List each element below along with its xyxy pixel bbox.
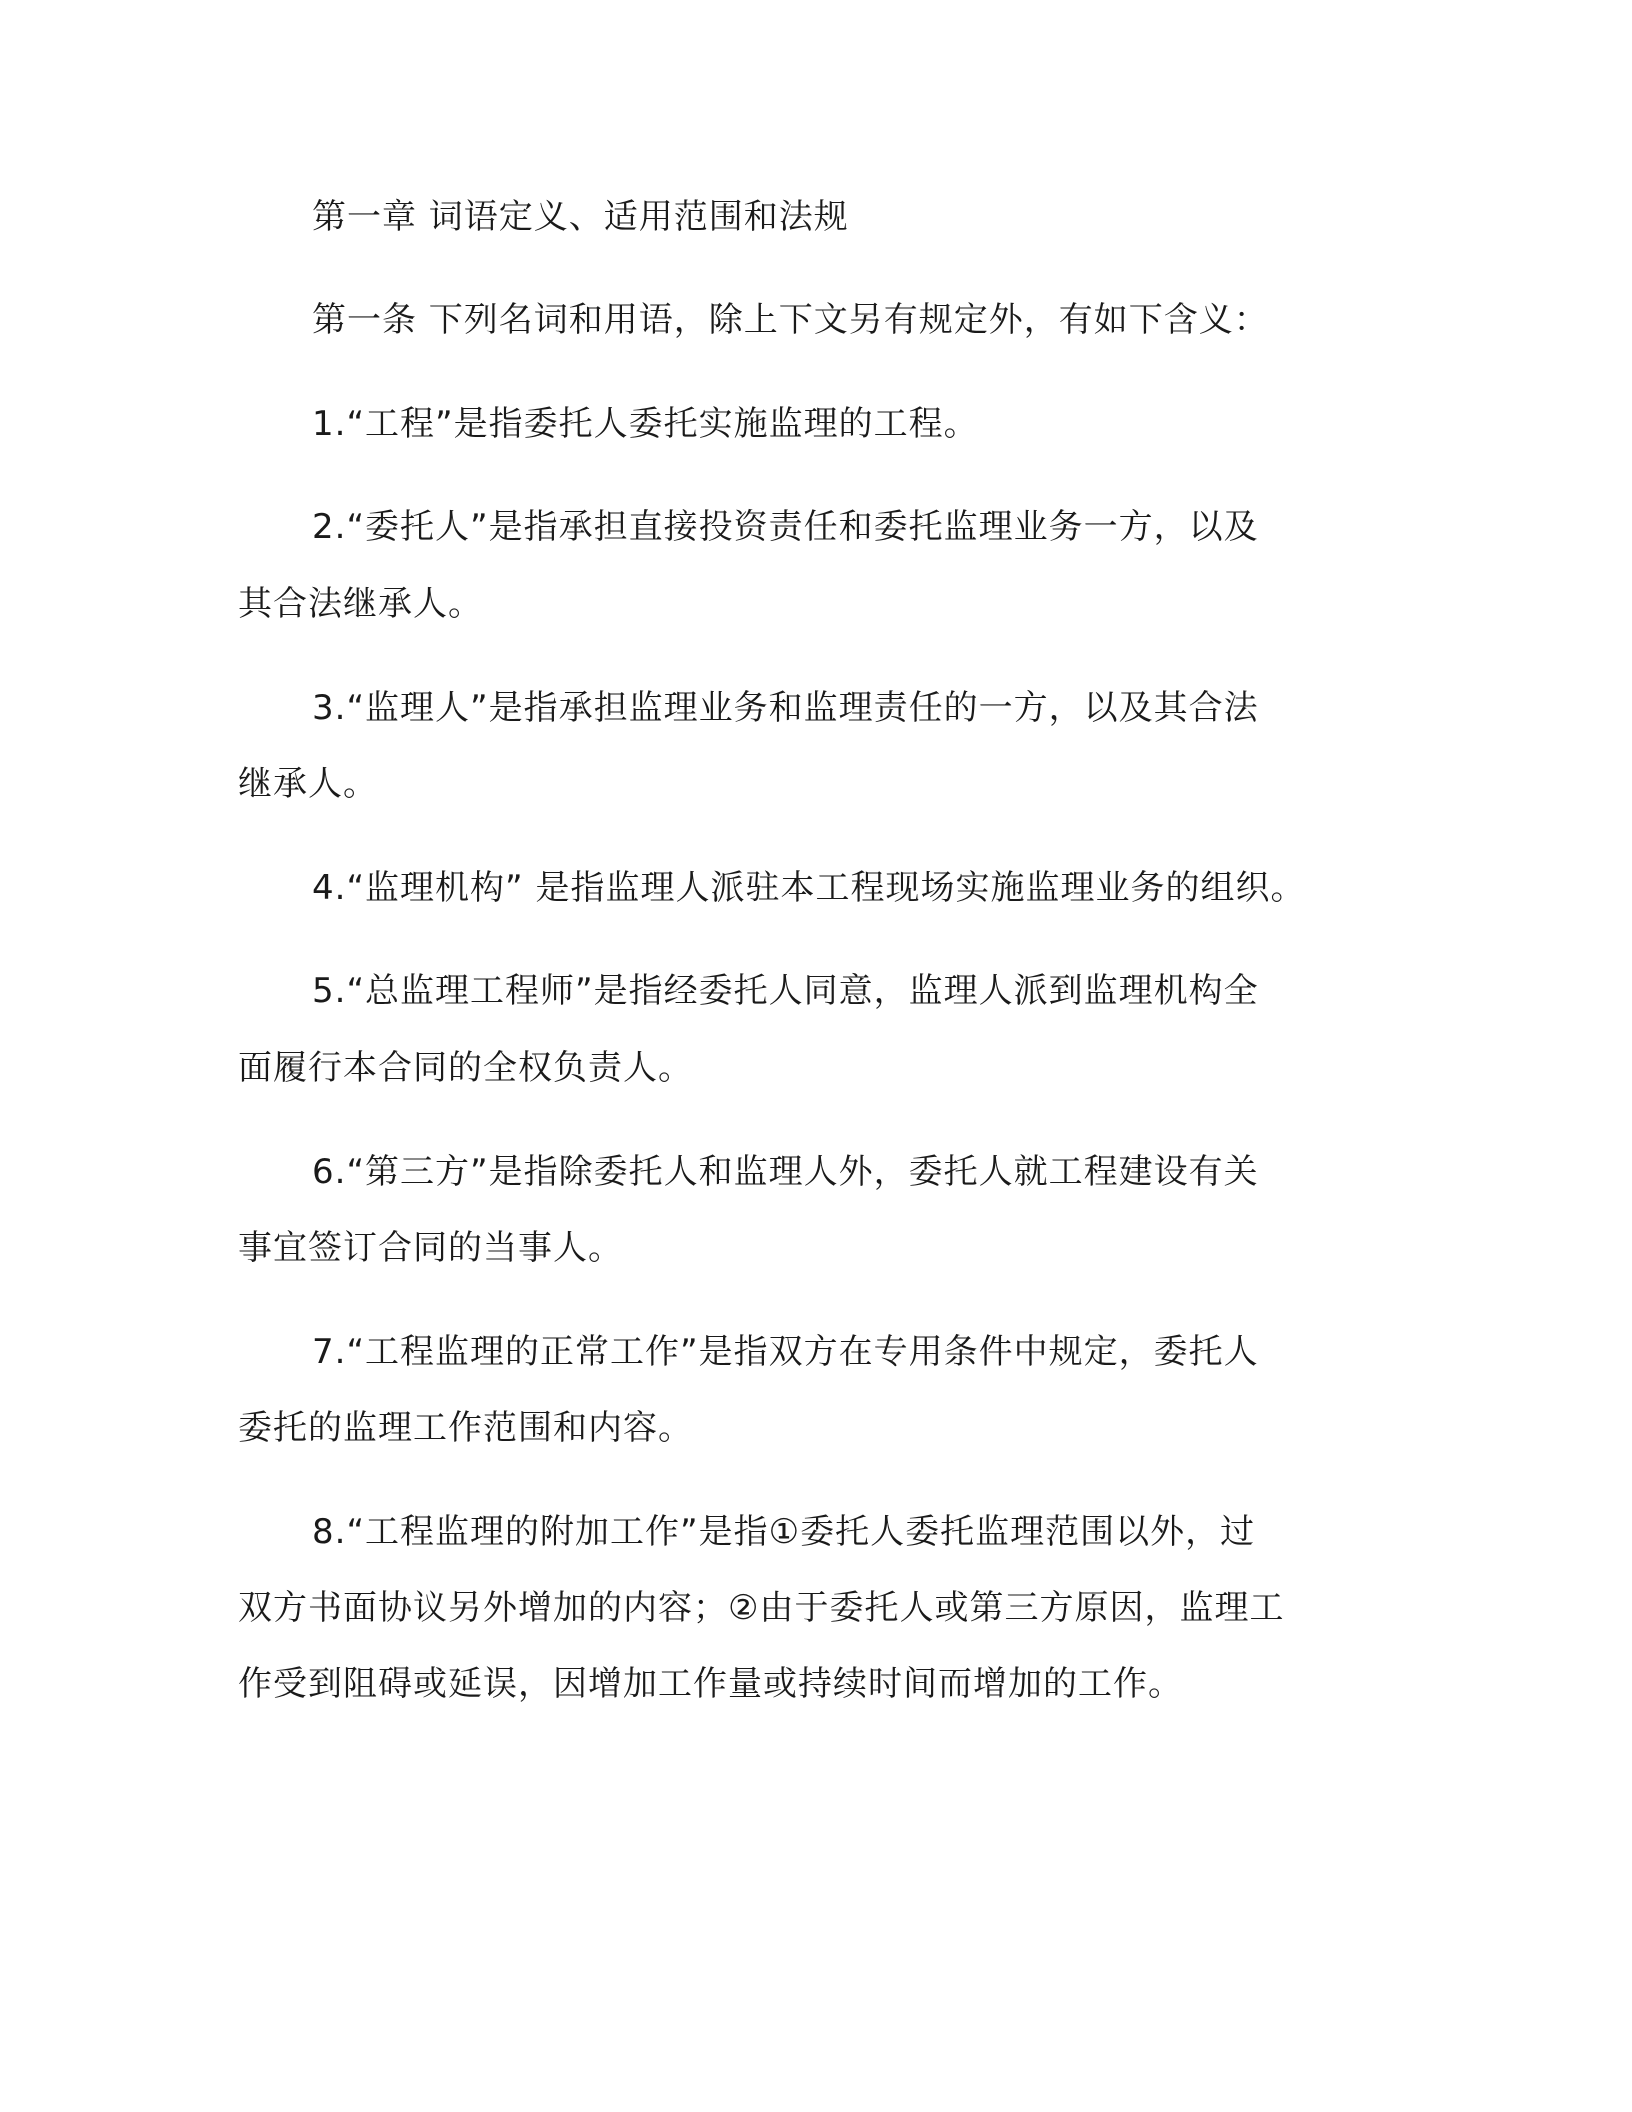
definition-5-line-2: 面履行本合同的全权负责人。 xyxy=(238,1048,693,1088)
definition-5-line-1: 5.“总监理工程师”是指经委托人同意，监理人派到监理机构全 xyxy=(312,971,1259,1011)
chapter-title: 第一章 词语定义、适用范围和法规 xyxy=(312,197,849,237)
definition-2-line-2: 其合法继承人。 xyxy=(238,584,483,624)
definition-1-line-1: 1.“工程”是指委托人委托实施监理的工程。 xyxy=(312,404,979,444)
definition-6-line-2: 事宜签订合同的当事人。 xyxy=(238,1228,623,1268)
definition-6-line-1: 6.“第三方”是指除委托人和监理人外，委托人就工程建设有关 xyxy=(312,1152,1259,1192)
article-1-intro: 第一条 下列名词和用语，除上下文另有规定外，有如下含义： xyxy=(312,300,1269,340)
definition-7-line-1: 7.“工程监理的正常工作”是指双方在专用条件中规定，委托人 xyxy=(312,1332,1259,1372)
definition-8-line-3: 作受到阻碍或延误，因增加工作量或持续时间而增加的工作。 xyxy=(238,1664,1183,1704)
definition-7-line-2: 委托的监理工作范围和内容。 xyxy=(238,1408,693,1448)
definition-8-line-2: 双方书面协议另外增加的内容；②由于委托人或第三方原因，监理工 xyxy=(238,1588,1285,1628)
definition-8-line-1: 8.“工程监理的附加工作”是指①委托人委托监理范围以外，过 xyxy=(312,1512,1256,1552)
definition-3-line-1: 3.“监理人”是指承担监理业务和监理责任的一方，以及其合法 xyxy=(312,688,1259,728)
definition-4-line-1: 4.“监理机构” 是指监理人派驻本工程现场实施监理业务的组织。 xyxy=(312,868,1306,908)
definition-3-line-2: 继承人。 xyxy=(238,764,378,804)
definition-2-line-1: 2.“委托人”是指承担直接投资责任和委托监理业务一方，以及 xyxy=(312,507,1259,547)
